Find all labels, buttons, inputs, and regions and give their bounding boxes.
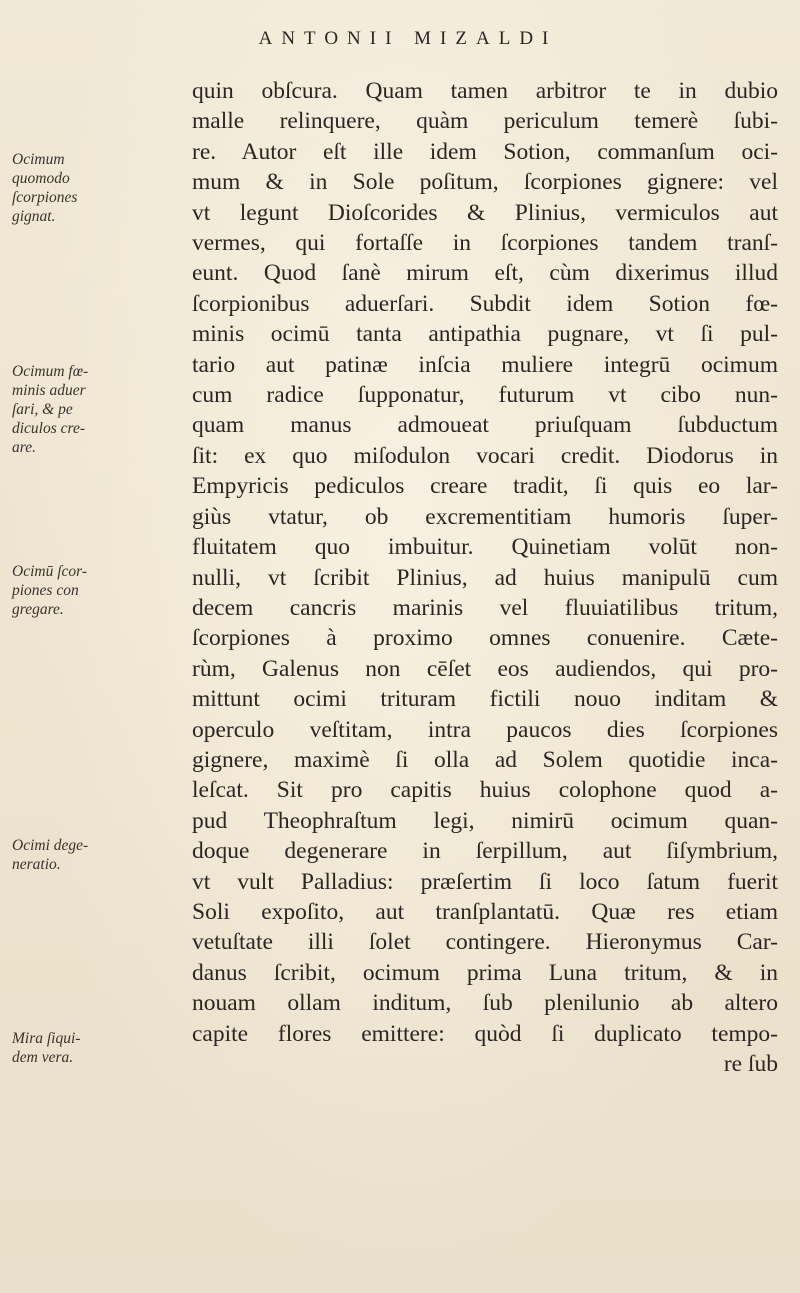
text-line: gignere, maximè ſi olla ad Solem quotidie inca- [192,746,778,773]
text-line: vetuſtate illi ſolet contingere. Hieronymus Car- [192,929,778,956]
text-line: eunt. Quod ſanè mirum eſt, cùm dixerimus illud [192,260,778,287]
margin-note-ocimi-degeneratio [12,836,162,874]
margin-note-line: ſcorpiones [12,189,78,206]
margin-note-line: Ocimum fœ- [12,363,89,380]
running-head: ANTONII MIZALDI [258,28,558,49]
margin-note-line: dem vera. [12,1049,74,1066]
text-line: ſit: ex quo miſodulon vocari credit. Diodorus in [192,442,778,469]
text-line: Soli expoſito, aut tranſplantatū. Quæ res etiam [192,898,778,925]
margin-note-line: are. [12,439,36,456]
text-line: mum & in Sole poſitum, ſcorpiones gignere: vel [192,169,778,196]
text-line: capite flores emittere: quòd ſi duplicato tempo- [192,1020,778,1047]
text-line: danus ſcribit, ocimum prima Luna tritum, & in [192,959,778,986]
margin-note-line: Mira ſiqui- [12,1030,81,1047]
text-line: nulli, vt ſcribit Plinius, ad huius manipulū cum [192,564,778,591]
text-line: ſcorpionibus aduerſari. Subdit idem Sotion fœ- [192,290,778,317]
text-line: giùs vtatur, ob excrementitiam humoris ſuper- [192,503,778,530]
margin-note-line: diculos cre- [12,420,86,437]
text-line: malle relinquere, quàm periculum temerè ſubi- [192,108,778,135]
text-line: vt legunt Dioſcorides & Plinius, vermiculos aut [192,199,778,226]
margin-note-ocimum-scorpiones [12,150,162,226]
text-line: nouam ollam inditum, ſub plenilunio ab altero [192,990,778,1017]
text-line: rùm, Galenus non cēſet eos audiendos, qui pro- [192,655,778,682]
margin-note-line: Ocimū ſcor- [12,563,88,580]
margin-note-line: ſari, & pe [12,401,73,418]
text-line: re ſub [723,1051,778,1077]
text-line: mittunt ocimi trituram fictili nouo inditam & [192,686,778,713]
text-line: cum radice ſupponatur, futurum vt cibo nun- [192,382,778,409]
margin-note-line: piones con [12,582,79,599]
text-line: fluitatem quo imbuitur. Quinetiam volūt non- [192,534,778,561]
margin-note-line: minis aduer [12,382,86,399]
text-line: quin obſcura. Quam tamen arbitror te in dubio [192,78,778,104]
margin-note-line: gignat. [12,208,56,225]
text-line: vt vult Palladius: præſertim ſi loco ſatum fuerit [192,868,778,895]
text-line: re. Autor eſt ille idem Sotion, commanſum oci- [192,138,778,165]
text-line: doque degenerare in ſerpillum, aut ſiſymbrium, [192,838,778,865]
text-line: Empyricis pediculos creare tradit, ſi quis eo lar- [192,473,778,500]
text-line: operculo veſtitam, intra paucos dies ſcorpiones [192,716,778,743]
text-line: minis ocimū tanta antipathia pugnare, vt ſi pul- [192,321,778,348]
text-line: leſcat. Sit pro capitis huius colophone quod a- [192,777,778,804]
text-line: tario aut patinæ inſcia muliere integrū ocimum [192,351,778,378]
text-line: vermes, qui fortaſſe in ſcorpiones tandem tranſ- [192,230,778,257]
margin-note-line: neratio. [12,856,61,873]
text-line: pud Theophraſtum legi, nimirū ocimum quan- [192,807,778,834]
text-line: quam manus admoueat priuſquam ſubductum [192,412,778,439]
margin-note-ocimum-congregare [12,562,162,619]
margin-note-line: quomodo [12,170,70,187]
margin-note-line: Ocimum [12,151,65,168]
margin-note-line: Ocimi dege- [12,837,89,854]
body-text [192,76,778,1079]
margin-note-line: gregare. [12,601,64,618]
text-line: ſcorpiones à proximo omnes conuenire. Cæte- [192,625,778,652]
text-line: decem cancris marinis vel fluuiatilibus tritum, [192,594,778,621]
margin-note-mira-siquidem [12,1029,162,1067]
margin-note-ocimum-feminis [12,362,162,457]
